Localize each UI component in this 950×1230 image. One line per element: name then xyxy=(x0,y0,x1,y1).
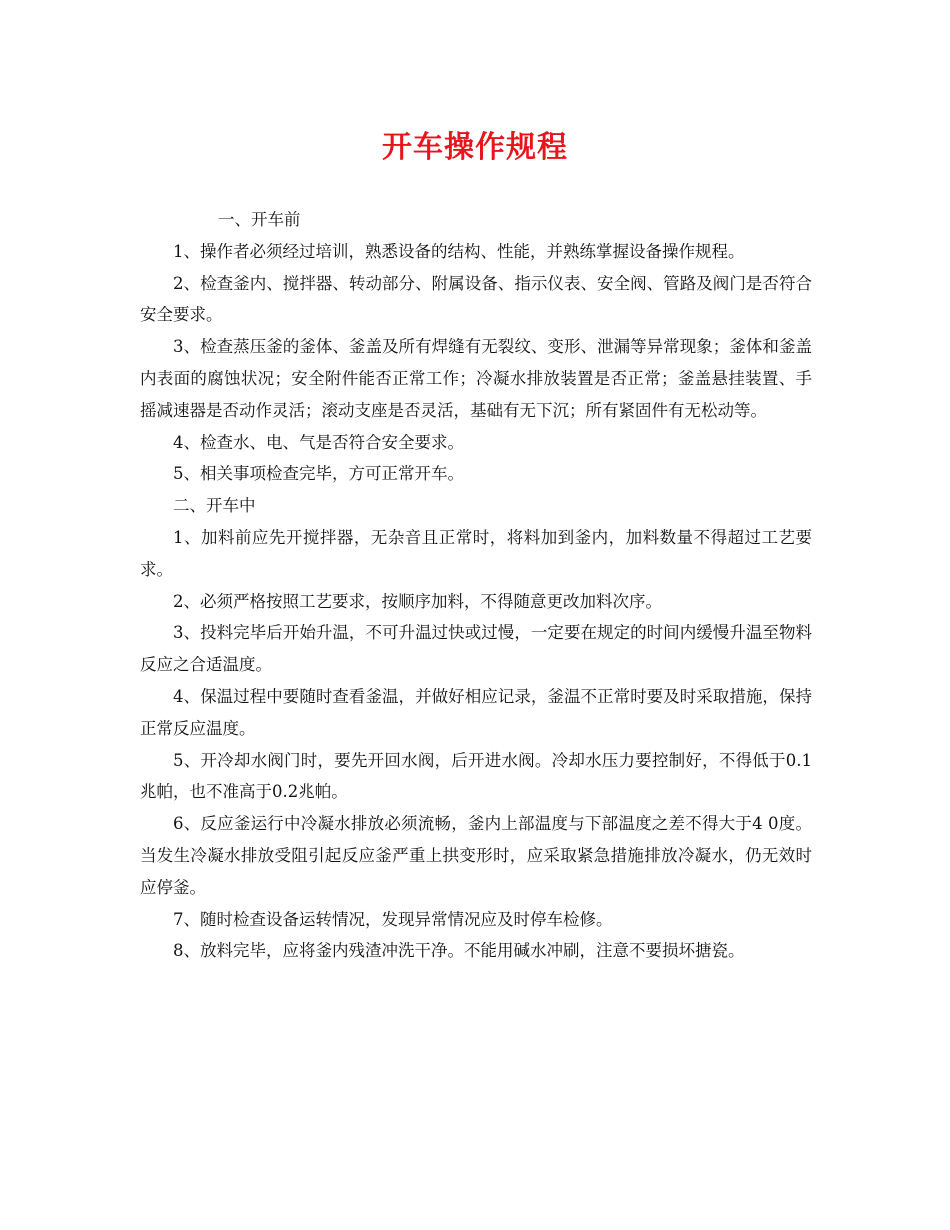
paragraph: 5、相关事项检查完毕，方可正常开车。 xyxy=(173,464,464,484)
document-body xyxy=(140,204,812,967)
section-heading-during-operation: 二、开车中 xyxy=(173,496,256,516)
paragraph: 7、随时检查设备运转情况，发现异常情况应及时停车检修。 xyxy=(173,909,613,929)
paragraph: 4、检查水、电、气是否符合安全要求。 xyxy=(173,432,464,452)
paragraph: 3、投料完毕后开始升温，不可升温过快或过慢，一定要在规定的时间内缓慢升温至物料反应之合适温度。 xyxy=(140,623,812,675)
paragraph: 8、放料完毕，应将釜内残渣冲洗干净。不能用碱水冲刷，注意不要损坏搪瓷。 xyxy=(173,941,745,961)
paragraph: 4、保温过程中要随时查看釜温，并做好相应记录，釜温不正常时要及时采取措施，保持正常反应温度。 xyxy=(140,686,812,738)
document-title: 开车操作规程 xyxy=(382,130,568,165)
paragraph: 2、检查釜内、搅拌器、转动部分、附属设备、指示仪表、安全阀、管路及阀门是否符合安全要求。 xyxy=(140,273,812,325)
paragraph: 2、必须严格按照工艺要求，按顺序加料，不得随意更改加料次序。 xyxy=(173,591,662,611)
paragraph: 1、加料前应先开搅拌器，无杂音且正常时，将料加到釜内，加料数量不得超过工艺要求。 xyxy=(140,527,812,579)
section-heading-before-start: 一、开车前 xyxy=(218,210,301,229)
paragraph: 1、操作者必须经过培训，熟悉设备的结构、性能，并熟练掌握设备操作规程。 xyxy=(173,241,745,261)
paragraph: 3、检查蒸压釜的釜体、釜盖及所有焊缝有无裂纹、变形、泄漏等异常现象；釜体和釜盖内表面的腐蚀状况；安全附件能否正常工作；冷凝水排放装置是否正常；釜盖悬挂装置、手摇减速器是否动作灵活；滚动支座是否灵活，基础有无下沉；所有紧固件有无松动等。 xyxy=(140,337,812,420)
paragraph: 5、开冷却水阀门时，要先开回水阀，后开进水阀。冷却水压力要控制好，不得低于0.1兆帕，也不准高于0.2兆帕。 xyxy=(140,750,812,802)
paragraph: 6、反应釜运行中冷凝水排放必须流畅，釜内上部温度与下部温度之差不得大于4 0度。当发生冷凝水排放受阻引起反应釜严重上拱变形时，应采取紧急措施排放冷凝水，仍无效时应停釜。 xyxy=(140,814,812,897)
